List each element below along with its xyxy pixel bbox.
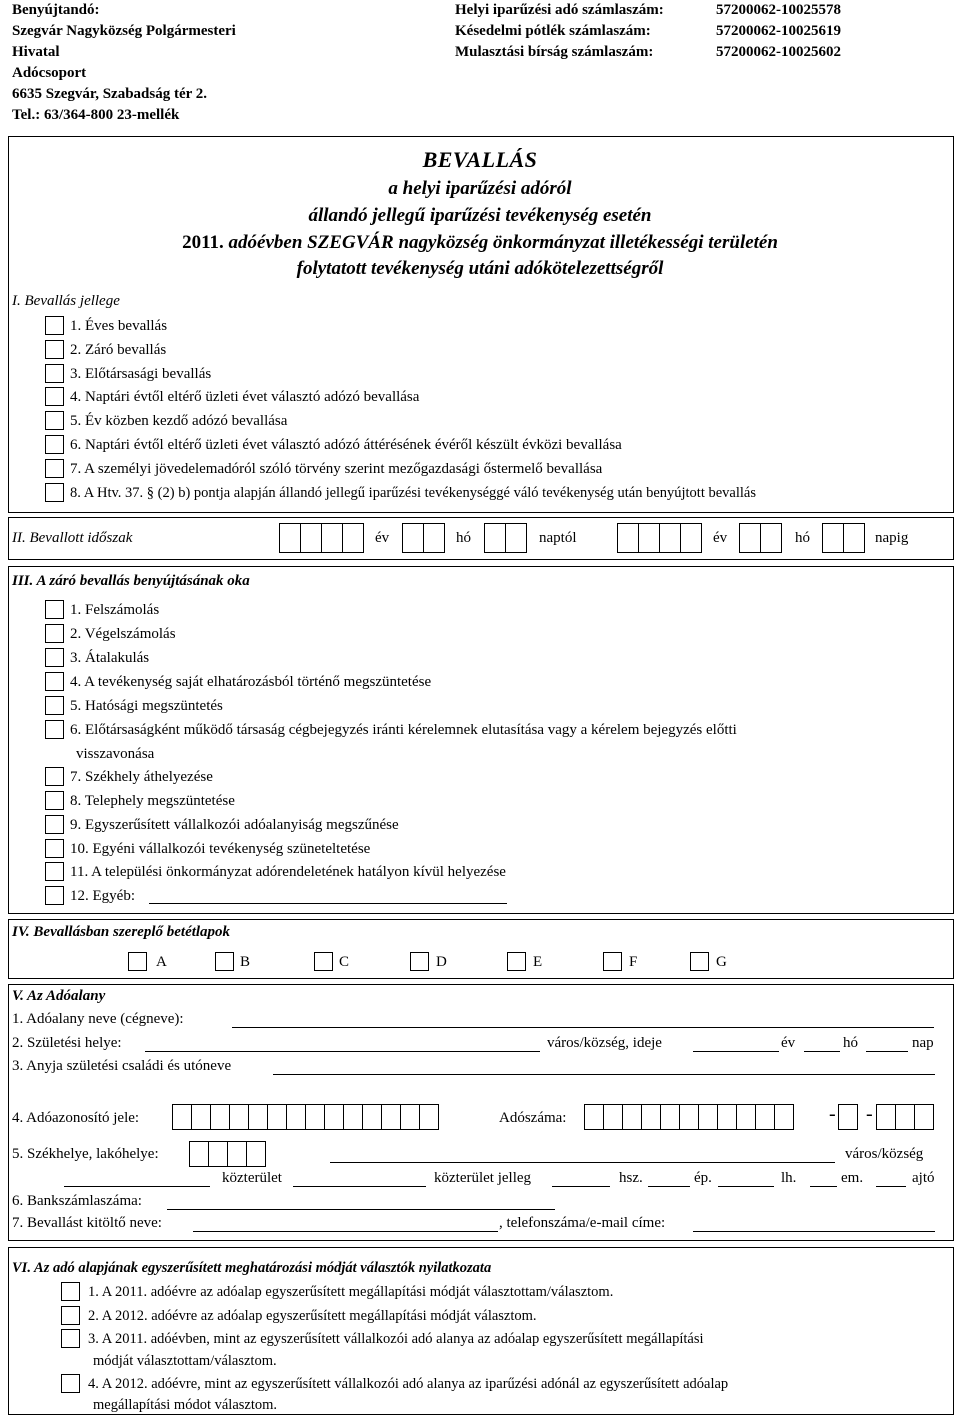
option-label: 1. A 2011. adóévre az adóalap egyszerűsített megállapítási módját választottam/választom. [88,1284,614,1300]
tax-number-boxes-1[interactable] [584,1104,793,1130]
option-label: 11. A települési önkormányzat adórendeletének hatályon kívül helyezése [70,864,506,880]
header-left-line: Hivatal [12,44,60,60]
account-number: 57200062-10025619 [716,23,841,39]
birthplace-field[interactable] [145,1051,540,1052]
option-label: 2. A 2012. adóévre az adóalap egyszerűsített megállapítási módját választom. [88,1308,537,1324]
checkbox-winding-up[interactable] [45,624,64,643]
door-label: ajtó [912,1170,935,1186]
checkbox-seat-relocation[interactable] [45,767,64,786]
from-label: naptól [539,530,577,546]
checkbox-sheet-c[interactable] [314,952,333,971]
option-label: 4. A 2012. adóévre, mint az egyszerűsített vállalkozói adó alanya az iparűzési adónál az egyszerűsített adóalap [88,1376,729,1392]
form-subtitle: folytatott tevékenység utáni adókötelezettségről [296,258,664,279]
section-4-heading: IV. Bevallásban szereplő betétlapok [12,924,231,940]
name-label: 1. Adóalany neve (cégneve): [12,1011,184,1027]
year-label: év [375,530,390,546]
tax-number-dash: - [866,1103,873,1125]
tax-number-boxes-2[interactable] [838,1104,857,1130]
option-label: 7. Székhely áthelyezése [70,769,213,785]
sheet-label: B [240,954,251,970]
account-label: Helyi iparűzési adó számlaszám: [455,2,664,18]
option-label: 8. Telephely megszüntetése [70,793,235,809]
year-label: év [781,1035,796,1051]
to-month-boxes[interactable] [739,523,781,553]
checkbox-closing[interactable] [45,340,64,359]
checkbox-sheet-g[interactable] [690,952,709,971]
header-left-line: 6635 Szegvár, Szabadság tér 2. [12,86,207,102]
from-day-boxes[interactable] [484,523,526,553]
postcode-boxes[interactable] [189,1141,265,1167]
option-label-continuation: megállapítási módot választom. [93,1397,278,1413]
checkbox-simplified-2011[interactable] [61,1282,80,1301]
mother-name-label: 3. Anyja születési családi és utóneve [12,1058,232,1074]
day-label: nap [912,1035,934,1051]
checkbox-sheet-b[interactable] [215,952,234,971]
birth-day-field[interactable] [866,1051,908,1052]
town-field[interactable] [330,1162,835,1163]
street-type-label: közterület jelleg [434,1170,532,1186]
staircase-label: lh. [781,1170,797,1186]
month-label: hó [456,530,471,546]
checkbox-eva-2011[interactable] [61,1329,80,1348]
option-label: 5. Hatósági megszüntetés [70,698,223,714]
option-label: 6. Naptári évtől eltérő üzleti évet választó adózó áttérésének évéről készült évközi bevallása [70,437,622,453]
other-reason-line[interactable] [149,903,507,904]
option-label: 2. Záró bevallás [70,342,167,358]
name-field[interactable] [232,1027,934,1028]
option-label: 6. Előtársaságként működő társaság cégbejegyzés iránti kérelemnek elutasítása vagy a kérelem bejegyzés előtti [70,722,737,738]
sheet-label: A [156,954,167,970]
checkbox-htv-37[interactable] [45,483,64,502]
checkbox-suspension[interactable] [45,839,64,858]
header-left-line: Benyújtandó: [12,2,100,18]
sheet-label: E [533,954,543,970]
birth-month-field[interactable] [804,1051,840,1052]
checkbox-fiscal-year[interactable] [45,387,64,406]
header-left-line: Szegvár Nagyközség Polgármesteri [12,23,236,39]
form-subtitle: a helyi iparűzési adóról [388,178,572,199]
house-number-field[interactable] [552,1186,610,1187]
checkbox-sheet-e[interactable] [507,952,526,971]
sheet-label: C [339,954,350,970]
checkbox-eva-end[interactable] [45,815,64,834]
bank-account-label: 6. Bankszámlaszáma: [12,1193,142,1209]
town-date-label: város/község, ideje [547,1035,662,1051]
tax-id-label: 4. Adóazonosító jele: [12,1110,140,1126]
section-2-heading: II. Bevallott időszak [12,530,133,546]
building-label: ép. [694,1170,712,1186]
town-label: város/község [845,1146,924,1162]
tax-number-boxes-3[interactable] [876,1104,933,1130]
option-label: 5. Év közben kezdő adózó bevallása [70,413,288,429]
checkbox-site-closure[interactable] [45,791,64,810]
bank-account-field[interactable] [167,1209,555,1210]
house-number-label: hsz. [619,1170,643,1186]
submit-to-block [12,0,236,126]
from-month-boxes[interactable] [402,523,444,553]
section-6-heading: VI. Az adó alapjának egyszerűsített meghatározási módját választók nyilatkozata [12,1260,492,1276]
year-label: év [713,530,728,546]
account-numbers [716,0,841,63]
checkbox-sheet-a[interactable] [128,952,147,971]
checkbox-eva-2012[interactable] [61,1374,80,1393]
filler-name-label: 7. Bevallást kitöltő neve: [12,1215,162,1231]
month-label: hó [843,1035,858,1051]
building-field[interactable] [648,1186,690,1187]
contact-field[interactable] [693,1231,935,1232]
option-label: 3. A 2011. adóévben, mint az egyszerűsített vállalkozói adó alanya az adóalap egyszerűsített megállapítási [88,1331,704,1347]
option-label: 4. A tevékenység saját elhatározásból történő megszüntetése [70,674,432,690]
header-left-line: Tel.: 63/364-800 23-mellék [12,107,180,123]
sheet-label: F [629,954,638,970]
form-subtitle [0,232,960,254]
street-field[interactable] [64,1186,210,1187]
birth-year-field[interactable] [693,1051,779,1052]
option-label: 3. Átalakulás [70,650,150,666]
contact-label: , telefonszáma/e-mail címe: [499,1215,666,1231]
to-day-boxes[interactable] [822,523,864,553]
to-label: napig [875,530,909,546]
option-label: 1. Felszámolás [70,602,160,618]
checkbox-liquidation[interactable] [45,600,64,619]
tax-id-boxes[interactable] [172,1104,438,1130]
account-labels [455,0,664,63]
option-label-continuation: visszavonása [76,746,155,762]
section-2-frame [8,517,954,560]
to-year-boxes[interactable] [617,523,701,553]
mother-name-field[interactable] [273,1074,935,1075]
option-label: 8. A Htv. 37. § (2) b) pontja alapján állandó jellegű iparűzési tevékenységgé váló tevékenység után benyújtott bevallás [70,485,756,501]
account-label: Késedelmi pótlék számlaszám: [455,23,651,39]
section-1-heading: I. Bevallás jellege [12,293,120,309]
section-3-heading: III. A záró bevallás benyújtásának oka [12,573,250,589]
filler-name-field[interactable] [193,1231,498,1232]
option-label: 3. Előtársasági bevallás [70,366,212,382]
option-label-continuation: módját választottam/választom. [93,1353,277,1369]
checkbox-decree-repeal[interactable] [45,862,64,881]
sheet-label: D [436,954,447,970]
option-label: 1. Éves bevallás [70,318,168,334]
checkbox-simplified-2012[interactable] [61,1306,80,1325]
form-title: BEVALLÁS [422,147,538,172]
street-type-field[interactable] [293,1186,426,1187]
subtitle-text: adóévben SZEGVÁR nagyközség önkormányzat illetékességi területén [223,232,778,253]
floor-label: em. [841,1170,864,1186]
tax-number-dash: - [829,1103,836,1125]
checkbox-sheet-f[interactable] [603,952,622,971]
checkbox-transition[interactable] [45,435,64,454]
option-label: 12. Egyéb: [70,888,135,904]
checkbox-mid-year-start[interactable] [45,411,64,430]
month-label: hó [795,530,810,546]
option-label: 10. Egyéni vállalkozói tevékenység szüneteltetése [70,841,371,857]
tax-year: 2011. [182,232,224,253]
option-label: 9. Egyszerűsített vállalkozói adóalanyiság megszűnése [70,817,399,833]
checkbox-rejection[interactable] [45,720,64,739]
seat-label: 5. Székhelye, lakóhelye: [12,1146,159,1162]
sheet-label: G [716,954,727,970]
checkbox-official-termination[interactable] [45,696,64,715]
tax-number-label: Adószáma: [499,1110,567,1126]
street-label: közterület [222,1170,282,1186]
checkbox-pre-company[interactable] [45,364,64,383]
floor-field[interactable] [810,1186,837,1187]
account-number: 57200062-10025602 [716,44,841,60]
option-label: 7. A személyi jövedelemadóról szóló törvény szerint mezőgazdasági őstermelő bevallása [70,461,603,477]
staircase-field[interactable] [718,1186,774,1187]
checkbox-farmer[interactable] [45,459,64,478]
door-field[interactable] [876,1186,906,1187]
account-label: Mulasztási bírság számlaszám: [455,44,654,60]
option-label: 4. Naptári évtől eltérő üzleti évet választó adózó bevallása [70,389,420,405]
account-number: 57200062-10025578 [716,2,841,18]
header-left-line: Adócsoport [12,65,87,81]
checkbox-own-termination[interactable] [45,672,64,691]
checkbox-sheet-d[interactable] [410,952,429,971]
checkbox-other[interactable] [45,886,64,905]
checkbox-annual[interactable] [45,316,64,335]
form-subtitle: állandó jellegű iparűzési tevékenység esetén [308,205,652,226]
section-5-heading: V. Az Adóalany [12,988,106,1004]
from-year-boxes[interactable] [279,523,363,553]
birthplace-label: 2. Születési helye: [12,1035,122,1051]
checkbox-transformation[interactable] [45,648,64,667]
option-label: 2. Végelszámolás [70,626,176,642]
